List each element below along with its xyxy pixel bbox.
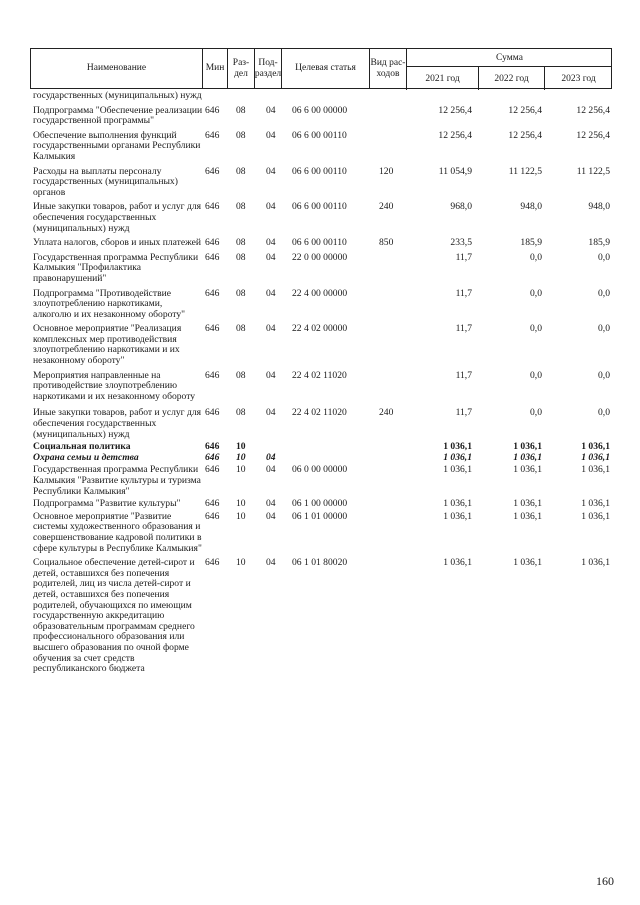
cell-podrazdel: 04 (266, 287, 276, 299)
cell-razdel: 08 (236, 251, 246, 263)
cell-y2: 12 256,4 (508, 129, 542, 141)
cell-y3: 0,0 (598, 369, 610, 381)
cell-y1: 1 036,1 (443, 441, 472, 453)
cell-y3: 0,0 (598, 287, 610, 299)
cell-podrazdel: 04 (266, 498, 276, 510)
cell-y3: 1 036,1 (581, 498, 610, 510)
cell-y2: 1 036,1 (513, 451, 542, 463)
cell-y3: 1 036,1 (581, 451, 610, 463)
cell-name: Социальное обеспечение детей-сирот и детей, оставшихся без попечения родителей, лиц из числа детей-сирот и детей, оставшихся без попечения родителей, обучающихся по имеющим государственную аккредитацию образовательным программам среднего профессионального образования или высшего образования по очной форме обучения за счет средств республиканского бюджета (33, 557, 195, 675)
cell-y2: 1 036,1 (513, 498, 542, 510)
table-row (30, 499, 612, 510)
cell-razdel: 10 (236, 510, 246, 522)
cell-y3: 0,0 (598, 323, 610, 335)
cell-min: 646 (205, 369, 220, 381)
cell-razdel: 08 (236, 287, 246, 299)
cell-name: Уплата налогов, сборов и иных платежей (33, 237, 202, 249)
cell-y2: 0,0 (530, 369, 542, 381)
cell-razdel: 10 (236, 498, 246, 510)
cell-y1: 11,7 (455, 287, 472, 299)
cell-name: Государственная программа Республики Калмыкия "Профилактика правонарушений" (33, 251, 199, 284)
cell-razdel: 10 (236, 441, 246, 453)
cell-celevaya: 06 6 00 00110 (292, 165, 347, 177)
cell-vid: 240 (379, 407, 394, 419)
cell-min: 646 (205, 237, 220, 249)
cell-celevaya: 06 6 00 00110 (292, 237, 347, 249)
header-year-2023: 2023 год (544, 67, 612, 90)
cell-name: Охрана семьи и детства (33, 451, 139, 463)
cell-y1: 1 036,1 (443, 451, 472, 463)
table-row (30, 91, 612, 102)
cell-min: 646 (205, 510, 220, 522)
header-podrazdel: Под- раздел (254, 49, 281, 88)
table-row (30, 465, 612, 497)
header-year-2021: 2021 год (406, 67, 478, 90)
cell-y2: 0,0 (530, 251, 542, 263)
cell-celevaya: 22 0 00 00000 (292, 251, 348, 263)
cell-celevaya: 06 1 01 80020 (292, 557, 348, 569)
cell-y1: 11,7 (455, 407, 472, 419)
header-min: Мин (202, 49, 227, 88)
cell-celevaya: 06 0 00 00000 (292, 464, 348, 476)
cell-podrazdel: 04 (266, 201, 276, 213)
cell-y1: 968,0 (450, 201, 472, 213)
cell-y3: 1 036,1 (581, 464, 610, 476)
cell-min: 646 (205, 129, 220, 141)
cell-vid: 120 (379, 165, 394, 177)
cell-name: Подпрограмма "Развитие культуры" (33, 498, 181, 510)
cell-y2: 1 036,1 (513, 441, 542, 453)
cell-y3: 12 256,4 (576, 129, 610, 141)
cell-name: государственных (муниципальных) нужд (33, 90, 202, 101)
cell-y1: 11,7 (455, 323, 472, 335)
cell-podrazdel: 04 (266, 165, 276, 177)
cell-min: 646 (205, 557, 220, 569)
table-row (30, 558, 612, 675)
cell-celevaya: 22 4 02 00000 (292, 323, 348, 335)
cell-celevaya: 22 4 02 11020 (292, 369, 347, 381)
cell-podrazdel: 04 (266, 129, 276, 141)
cell-razdel: 08 (236, 129, 246, 141)
cell-y1: 1 036,1 (443, 464, 472, 476)
cell-podrazdel: 04 (266, 104, 276, 116)
cell-razdel: 08 (236, 201, 246, 213)
cell-razdel: 10 (236, 464, 246, 476)
cell-y2: 948,0 (520, 201, 542, 213)
table-row (30, 167, 612, 199)
cell-y1: 233,5 (450, 237, 472, 249)
cell-y2: 0,0 (530, 407, 542, 419)
table-row (30, 238, 612, 249)
cell-name: Мероприятия направленные на противодействие злоупотреблению наркотиками и их незаконному обороту (33, 369, 196, 402)
cell-razdel: 08 (236, 407, 246, 419)
cell-podrazdel: 04 (266, 369, 276, 381)
table-row (30, 106, 612, 127)
cell-name: Основное мероприятие "Развитие системы художественного образования и совершенствование кадровой политики в сфере культуры в Республике Калмыкия" (33, 510, 202, 554)
cell-name: Иные закупки товаров, работ и услуг для обеспечения государственных (муниципальных) нужд (33, 201, 202, 234)
cell-name: Подпрограмма "Противодействие злоупотреблению наркотиками, алкоголю и их незаконному обороту" (33, 287, 186, 320)
cell-celevaya: 06 6 00 00110 (292, 129, 347, 141)
cell-y3: 0,0 (598, 251, 610, 263)
cell-razdel: 10 (236, 451, 246, 463)
cell-min: 646 (205, 451, 220, 463)
cell-celevaya: 06 6 00 00110 (292, 201, 347, 213)
table-row (30, 131, 612, 163)
cell-y2: 1 036,1 (513, 557, 542, 569)
cell-razdel: 08 (236, 323, 246, 335)
cell-celevaya: 06 6 00 00000 (292, 104, 348, 116)
cell-y1: 1 036,1 (443, 557, 472, 569)
cell-min: 646 (205, 201, 220, 213)
cell-podrazdel: 04 (266, 407, 276, 419)
cell-name: Обеспечение выполнения функций государственными органами Республики Калмыкия (33, 129, 201, 162)
cell-razdel: 08 (236, 237, 246, 249)
cell-y3: 948,0 (588, 201, 610, 213)
cell-y2: 12 256,4 (508, 104, 542, 116)
cell-y2: 1 036,1 (513, 510, 542, 522)
cell-name: Государственная программа Республики Калмыкия "Развитие культуры и туризма Республики Калмыкия" (33, 464, 201, 497)
cell-min: 646 (205, 498, 220, 510)
cell-y1: 12 256,4 (438, 104, 472, 116)
cell-celevaya: 06 1 01 00000 (292, 510, 348, 522)
header-summa: Сумма (406, 49, 612, 67)
cell-y2: 0,0 (530, 323, 542, 335)
table-row (30, 253, 612, 285)
cell-razdel: 10 (236, 557, 246, 569)
cell-y3: 0,0 (598, 407, 610, 419)
cell-y3: 1 036,1 (581, 441, 610, 453)
cell-y1: 11,7 (455, 369, 472, 381)
cell-razdel: 08 (236, 369, 246, 381)
table-row (30, 512, 612, 554)
cell-y2: 185,9 (520, 237, 542, 249)
cell-y2: 0,0 (530, 287, 542, 299)
table-row (30, 202, 612, 234)
table-body (30, 91, 612, 675)
cell-y2: 1 036,1 (513, 464, 542, 476)
cell-min: 646 (205, 441, 220, 453)
cell-y1: 11,7 (455, 251, 472, 263)
table-row (30, 408, 612, 440)
cell-vid: 240 (379, 201, 394, 213)
page-number: 160 (596, 874, 614, 888)
cell-y1: 1 036,1 (443, 510, 472, 522)
cell-y2: 11 122,5 (508, 165, 542, 177)
cell-name: Иные закупки товаров, работ и услуг для обеспечения государственных (муниципальных) нужд (33, 407, 202, 440)
header-year-2022: 2022 год (478, 67, 544, 90)
cell-min: 646 (205, 104, 220, 116)
cell-name: Подпрограмма "Обеспечение реализации государственной программы" (33, 104, 203, 127)
cell-y3: 1 036,1 (581, 510, 610, 522)
cell-podrazdel: 04 (266, 251, 276, 263)
table-row (30, 324, 612, 366)
cell-y1: 11 054,9 (438, 165, 472, 177)
cell-y3: 1 036,1 (581, 557, 610, 569)
header-razdel: Раз- дел (227, 49, 254, 88)
table-row (30, 371, 612, 403)
cell-y3: 11 122,5 (576, 165, 610, 177)
cell-name: Социальная политика (33, 441, 131, 453)
table-header (30, 48, 612, 89)
cell-podrazdel: 04 (266, 237, 276, 249)
cell-min: 646 (205, 287, 220, 299)
cell-y3: 12 256,4 (576, 104, 610, 116)
cell-razdel: 08 (236, 165, 246, 177)
cell-name: Основное мероприятие "Реализация комплексных мер противодействия злоупотреблению наркотиками и их незаконному обороту" (33, 323, 182, 367)
cell-celevaya: 22 4 00 00000 (292, 287, 348, 299)
cell-celevaya: 22 4 02 11020 (292, 407, 347, 419)
cell-min: 646 (205, 165, 220, 177)
cell-razdel: 08 (236, 104, 246, 116)
cell-min: 646 (205, 323, 220, 335)
header-name: Наименование (86, 63, 147, 73)
cell-y3: 185,9 (588, 237, 610, 249)
cell-podrazdel: 04 (266, 464, 276, 476)
cell-min: 646 (205, 407, 220, 419)
cell-name: Расходы на выплаты персоналу государственных (муниципальных) органов (33, 165, 178, 198)
cell-celevaya: 06 1 00 00000 (292, 498, 348, 510)
cell-podrazdel: 04 (266, 510, 276, 522)
header-vid: Вид рас- ходов (369, 49, 406, 88)
cell-y1: 1 036,1 (443, 498, 472, 510)
table-row (30, 453, 612, 464)
cell-min: 646 (205, 251, 220, 263)
header-celevaya: Целевая статья (281, 49, 369, 88)
cell-podrazdel: 04 (266, 323, 276, 335)
cell-y1: 12 256,4 (438, 129, 472, 141)
cell-podrazdel: 04 (266, 451, 276, 463)
cell-vid: 850 (379, 237, 394, 249)
cell-podrazdel: 04 (266, 557, 276, 569)
table-row (30, 289, 612, 321)
cell-min: 646 (205, 464, 220, 476)
